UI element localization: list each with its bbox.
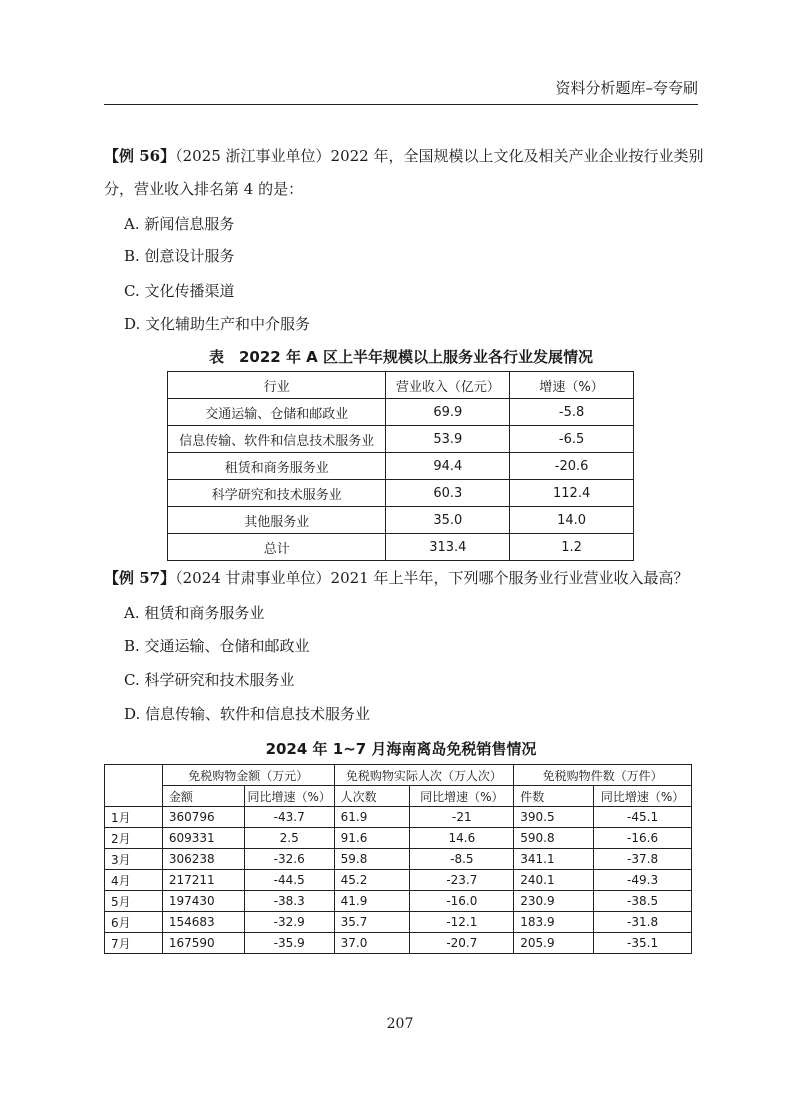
page-number: 207 <box>386 1016 414 1032</box>
table-row <box>168 453 634 480</box>
table2-cell: 61.9 <box>334 807 410 828</box>
table2-cell: -16.0 <box>410 891 514 912</box>
table2-cell: 45.2 <box>334 870 410 891</box>
table1-cell: 53.9 <box>386 426 510 453</box>
table2-cell: 609331 <box>162 828 244 849</box>
table2-cell: 306238 <box>162 849 244 870</box>
table-row <box>105 870 692 891</box>
table-row <box>168 480 634 507</box>
table2-cell: -38.5 <box>594 891 692 912</box>
table2-cell: 41.9 <box>334 891 410 912</box>
table2-cell: -16.6 <box>594 828 692 849</box>
table1-cell: -20.6 <box>510 453 634 480</box>
table1-cell: 信息传输、软件和信息技术服务业 <box>168 426 386 453</box>
table2-subheader: 同比增速（%） <box>410 786 514 807</box>
table2-cell: 217211 <box>162 870 244 891</box>
table1-cell: 科学研究和技术服务业 <box>168 480 386 507</box>
table2-cell: 37.0 <box>334 933 410 954</box>
table1-cell: 1.2 <box>510 534 634 561</box>
table2-cell: 59.8 <box>334 849 410 870</box>
table2-month-cell: 4月 <box>105 870 163 891</box>
table2-group-items: 免税购物件数（万件） <box>514 765 692 786</box>
table2-cell: -21 <box>410 807 514 828</box>
table2-cell: -35.9 <box>244 933 334 954</box>
question-56-option-b: B. 创意设计服务 <box>124 247 235 265</box>
table2-cell: -37.8 <box>594 849 692 870</box>
table2-month-cell: 1月 <box>105 807 163 828</box>
table2-cell: 14.6 <box>410 828 514 849</box>
table2-cell: 360796 <box>162 807 244 828</box>
table2-cell: 167590 <box>162 933 244 954</box>
table2-subheader: 件数 <box>514 786 594 807</box>
table2-cell: -8.5 <box>410 849 514 870</box>
table-row <box>105 912 692 933</box>
table2-cell: 341.1 <box>514 849 594 870</box>
table2-cell: 91.6 <box>334 828 410 849</box>
table1-cell: 其他服务业 <box>168 507 386 534</box>
table2-month-cell: 7月 <box>105 933 163 954</box>
table1-cell: 交通运输、仓储和邮政业 <box>168 399 386 426</box>
table1-cell: -6.5 <box>510 426 634 453</box>
table1-cell: 14.0 <box>510 507 634 534</box>
table2-cell: -45.1 <box>594 807 692 828</box>
table1-cell: 313.4 <box>386 534 510 561</box>
table2-cell: -44.5 <box>244 870 334 891</box>
table1-cell: 94.4 <box>386 453 510 480</box>
table2-cell: 2.5 <box>244 828 334 849</box>
table-row <box>168 507 634 534</box>
table2-subheader: 人次数 <box>334 786 410 807</box>
table1-header-revenue: 营业收入（亿元） <box>386 372 510 399</box>
table1-cell: 总计 <box>168 534 386 561</box>
table1-cell: 60.3 <box>386 480 510 507</box>
table-row <box>105 807 692 828</box>
table2-subheader: 同比增速（%） <box>594 786 692 807</box>
table2-cell: -35.1 <box>594 933 692 954</box>
table2-cell: 240.1 <box>514 870 594 891</box>
question-57-line1 <box>104 568 704 588</box>
question-56-text-1: （2025 浙江事业单位）2022 年，全国规模以上文化及相关产业企业按行业类别 <box>175 147 704 165</box>
table2-subheader-row <box>105 786 692 807</box>
table2-subheader: 同比增速（%） <box>244 786 334 807</box>
table1-cell: -5.8 <box>510 399 634 426</box>
table1-header-industry: 行业 <box>168 372 386 399</box>
services-table <box>167 371 634 561</box>
table2-cell: -31.8 <box>594 912 692 933</box>
table2-cell: 197430 <box>162 891 244 912</box>
table-row <box>105 828 692 849</box>
table2-cell: 154683 <box>162 912 244 933</box>
duty-free-sales-table <box>104 764 692 954</box>
table2-cell: -12.1 <box>410 912 514 933</box>
table2-cell: -32.6 <box>244 849 334 870</box>
table-row <box>168 399 634 426</box>
question-57-text-1: （2024 甘肃事业单位）2021 年上半年，下列哪个服务业行业营业收入最高？ <box>175 569 689 587</box>
table-row <box>105 933 692 954</box>
table1-cell: 35.0 <box>386 507 510 534</box>
table2-month-cell: 3月 <box>105 849 163 870</box>
question-56-option-c: C. 文化传播渠道 <box>124 282 235 300</box>
table1-cell: 租赁和商务服务业 <box>168 453 386 480</box>
question-56-line2: 分，营业收入排名第 4 的是： <box>104 180 304 198</box>
table1-header-row <box>168 372 634 399</box>
table2-cell: -43.7 <box>244 807 334 828</box>
table2-group-visits: 免税购物实际人次（万人次） <box>334 765 514 786</box>
table2-group-amount: 免税购物金额（万元） <box>162 765 334 786</box>
table-row <box>168 426 634 453</box>
question-57-option-c: C. 科学研究和技术服务业 <box>124 671 295 689</box>
table-row <box>105 849 692 870</box>
question-57-option-b: B. 交通运输、仓储和邮政业 <box>124 637 310 655</box>
table2-month-cell: 5月 <box>105 891 163 912</box>
table-row <box>168 534 634 561</box>
question-56-option-a: A. 新闻信息服务 <box>124 215 235 233</box>
table2-cell: 590.8 <box>514 828 594 849</box>
table2-cell: 35.7 <box>334 912 410 933</box>
table2-cell: -32.9 <box>244 912 334 933</box>
table2-cell: 230.9 <box>514 891 594 912</box>
table2-group-header-row <box>105 765 692 786</box>
question-56-tag: 【例 56】 <box>104 147 176 165</box>
table1-title: 表 2022 年 A 区上半年规模以上服务业各行业发展情况 <box>208 348 594 366</box>
table2-month-cell: 6月 <box>105 912 163 933</box>
question-57-tag: 【例 57】 <box>104 569 176 587</box>
table2-cell: -20.7 <box>410 933 514 954</box>
table2-cell: -23.7 <box>410 870 514 891</box>
table-row <box>105 891 692 912</box>
question-57-option-d: D. 信息传输、软件和信息技术服务业 <box>124 705 371 723</box>
header-divider <box>104 104 698 105</box>
table1-cell: 112.4 <box>510 480 634 507</box>
table2-body <box>105 807 692 954</box>
table1-cell: 69.9 <box>386 399 510 426</box>
table2-cell: 183.9 <box>514 912 594 933</box>
page-header-title: 资料分析题库–夸夸刷 <box>555 79 698 97</box>
table2-cell: -38.3 <box>244 891 334 912</box>
question-56-option-d: D. 文化辅助生产和中介服务 <box>124 315 311 333</box>
table2-subheader: 金额 <box>162 786 244 807</box>
table2-title: 2024 年 1~7 月海南离岛免税销售情况 <box>265 740 537 758</box>
table1-header-growth: 增速（%） <box>510 372 634 399</box>
table2-month-cell: 2月 <box>105 828 163 849</box>
question-56-line1 <box>104 146 704 166</box>
table2-cell: -49.3 <box>594 870 692 891</box>
table2-cell: 390.5 <box>514 807 594 828</box>
question-57-option-a: A. 租赁和商务服务业 <box>124 604 265 622</box>
table2-corner-cell <box>105 765 163 807</box>
table2-cell: 205.9 <box>514 933 594 954</box>
